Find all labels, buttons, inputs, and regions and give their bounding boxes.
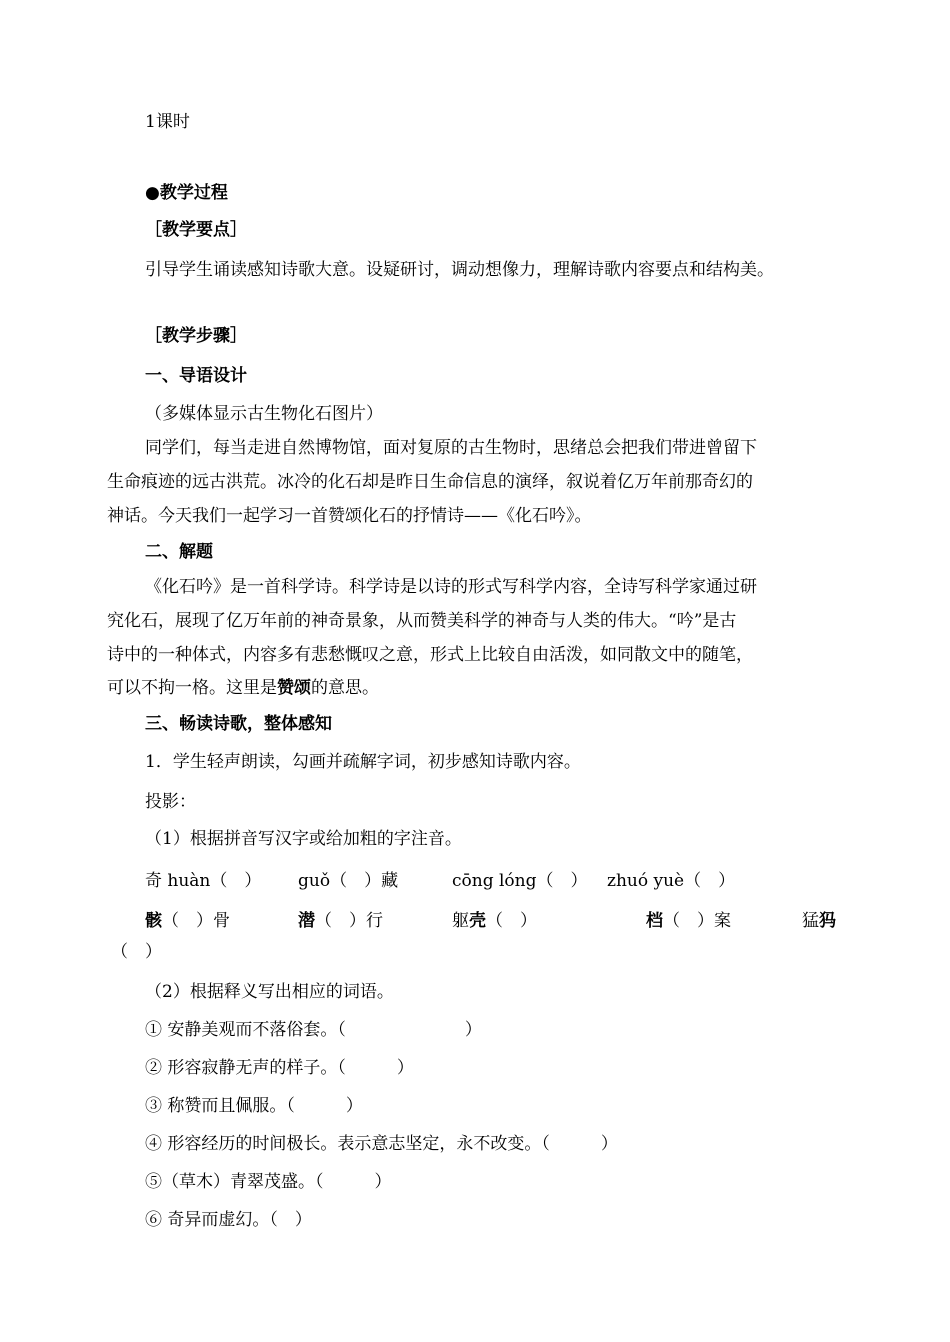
- section2-para-line: 究化石，展现了亿万年前的神奇景象，从而赞美科学的神奇与人类的伟大。“吟”是古: [107, 611, 737, 631]
- section1-para-line: 生命痕迹的远古洪荒。冰冷的化石却是昨日生命信息的演绎，叙说着亿万年前那奇幻的: [107, 472, 753, 492]
- bold-char-item: [646, 909, 731, 933]
- bold-char-item: [802, 909, 836, 933]
- section2-para-last-line: [107, 676, 379, 700]
- section3-title: 三、畅读诗歌，整体感知: [145, 714, 332, 734]
- pinyin-item: zhuó yuè（ ）: [607, 871, 736, 891]
- section1-title: 一、导语设计: [145, 366, 247, 386]
- section1-para-line: 同学们，每当走进自然博物馆，面对复原的古生物时，思绪总会把我们带进曾留下: [145, 438, 757, 458]
- bold-char-prefix: 猛: [802, 911, 819, 931]
- bold-char: 骸: [145, 911, 162, 931]
- bold-char-rest: （ ）: [486, 911, 537, 931]
- section2-last-prefix: 可以不拘一格。这里是: [107, 678, 277, 698]
- bold-char-prefix: 躯: [452, 911, 469, 931]
- bold-char-rest: （ ）案: [663, 911, 731, 931]
- definition-item: ⑤（草木）青翠茂盛。（ ）: [145, 1172, 392, 1192]
- key-points-text: 引导学生诵读感知诗歌大意。设疑研讨，调动想像力，理解诗歌内容要点和结构美。: [145, 260, 774, 280]
- section1-note: （多媒体显示古生物化石图片）: [145, 404, 383, 424]
- bold-char-item: [145, 909, 230, 933]
- question-1: （1）根据拼音写汉字或给加粗的字注音。: [145, 829, 462, 849]
- pinyin-item: cōng lóng（ ）: [452, 871, 588, 891]
- process-heading: ●教学过程: [145, 183, 228, 203]
- bold-char-item: [298, 909, 383, 933]
- pinyin-item: 奇 huàn（ ）: [145, 871, 262, 891]
- definition-item: ③ 称赞而且佩服。（ ）: [145, 1096, 363, 1116]
- section2-last-bold: 赞颂: [277, 678, 311, 698]
- section2-para-line: 诗中的一种体式，内容多有悲愁慨叹之意，形式上比较自由活泼，如同散文中的随笔，: [107, 645, 753, 665]
- bold-char-rest: （ ）行: [315, 911, 383, 931]
- projection-label: 投影：: [145, 792, 196, 812]
- bold-char: 壳: [469, 911, 486, 931]
- bold-char-overflow: （ ）: [111, 942, 162, 962]
- question-2: （2）根据释义写出相应的词语。: [145, 982, 394, 1002]
- definition-item: ② 形容寂静无声的样子。（ ）: [145, 1058, 414, 1078]
- definition-item: ① 安静美观而不落俗套。（ ）: [145, 1020, 482, 1040]
- bold-char: 档: [646, 911, 663, 931]
- definition-item: ⑥ 奇异而虚幻。（ ）: [145, 1210, 312, 1230]
- bold-char: 潜: [298, 911, 315, 931]
- bold-char-rest: （ ）骨: [162, 911, 230, 931]
- steps-heading: ［教学步骤］: [145, 326, 247, 346]
- pinyin-item: guǒ（ ）藏: [298, 871, 399, 891]
- section2-last-suffix: 的意思。: [311, 678, 379, 698]
- section2-title: 二、解题: [145, 542, 213, 562]
- lesson-hours: 1课时: [145, 112, 190, 132]
- definition-item: ④ 形容经历的时间极长。表示意志坚定，永不改变。（ ）: [145, 1134, 618, 1154]
- section3-step1: 1．学生轻声朗读，勾画并疏解字词，初步感知诗歌内容。: [145, 752, 581, 772]
- section2-para-line: 《化石吟》是一首科学诗。科学诗是以诗的形式写科学内容，全诗写科学家通过研: [145, 577, 757, 597]
- key-points-heading: ［教学要点］: [145, 220, 247, 240]
- section1-para-line: 神话。今天我们一起学习一首赞颂化石的抒情诗——《化石吟》。: [107, 506, 592, 526]
- bold-char-item: [452, 909, 537, 933]
- bold-char: 犸: [819, 911, 836, 931]
